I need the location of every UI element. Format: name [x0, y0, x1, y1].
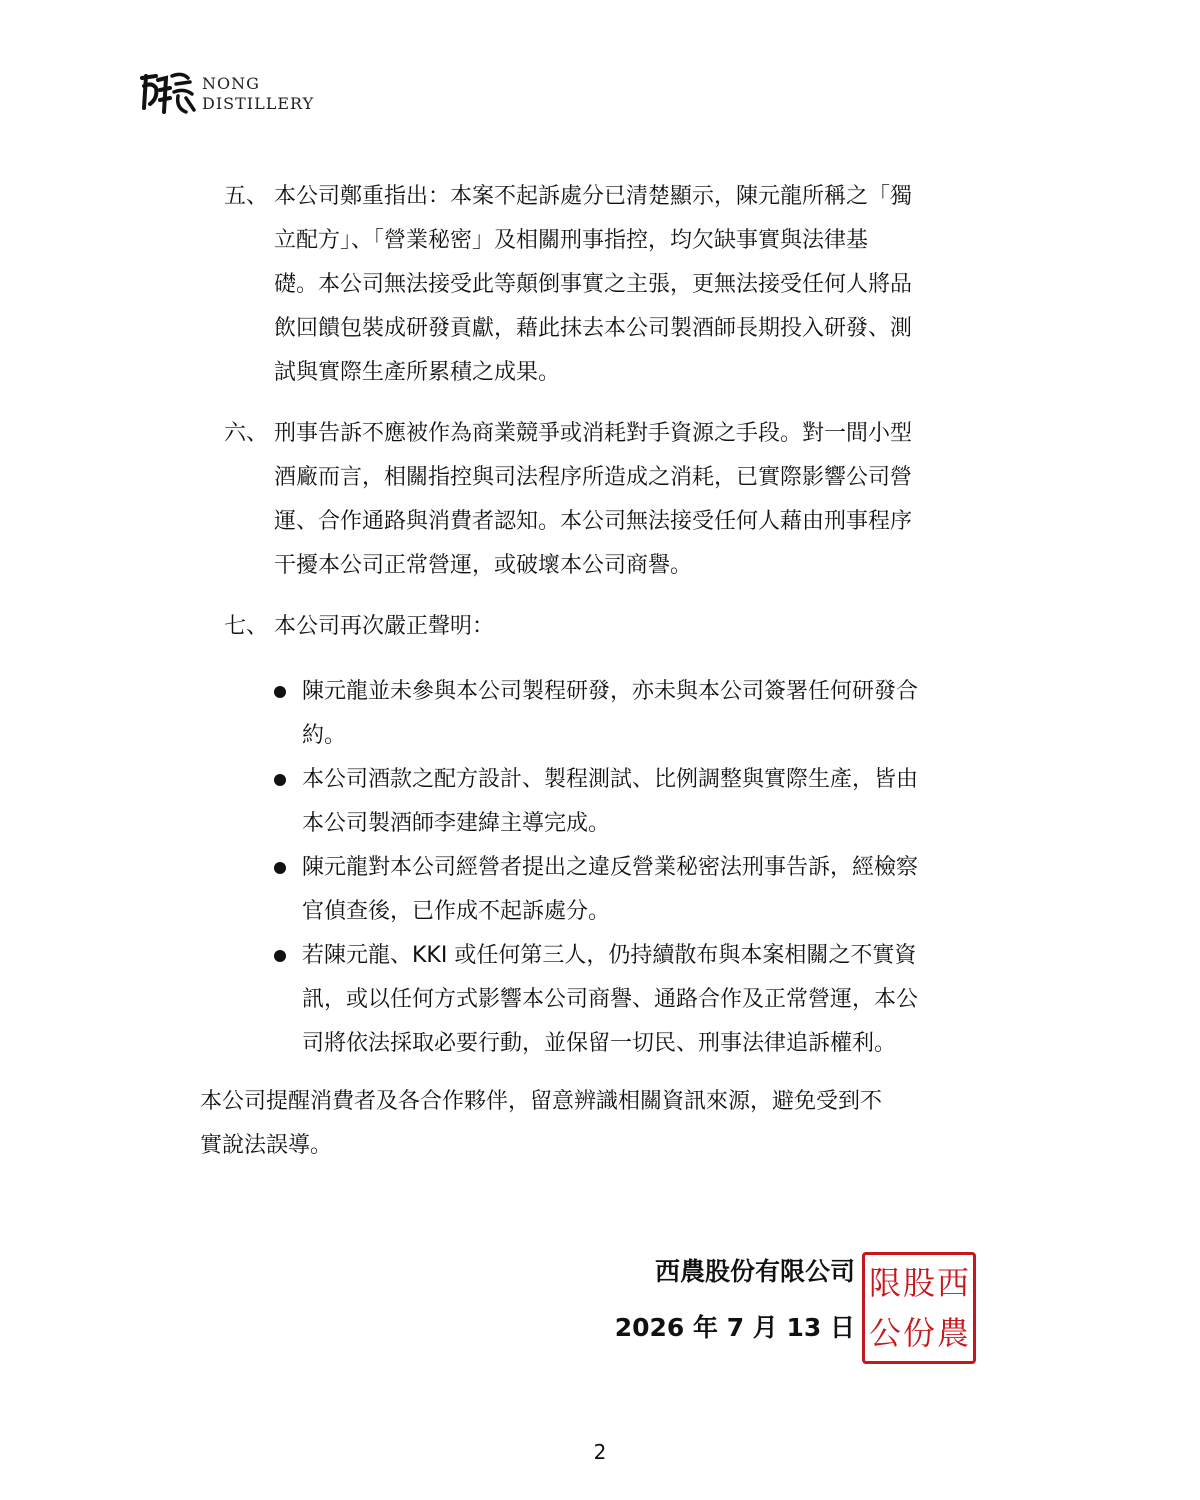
list-item-line: 若陳元龍、KKI 或任何第三人，仍持續散布與本案相關之不實資: [302, 943, 917, 968]
list-item-line: 約。: [302, 723, 347, 748]
section-number: 六、: [224, 421, 269, 446]
list-item-line: 陳元龍對本公司經營者提出之違反營業秘密法刑事告訴，經檢察: [302, 855, 919, 880]
bullet-icon: [274, 950, 286, 962]
closing-paragraph: [200, 1080, 990, 1168]
bullet-icon: [274, 774, 286, 786]
list-item-line: 本公司酒款之配方設計、製程測試、比例調整與實際生產，皆由: [302, 767, 919, 792]
section-seven: [224, 605, 1000, 649]
logo-wordmark: [202, 74, 314, 114]
seal-char: 農: [936, 1314, 969, 1352]
section-line: 立配方」、「營業秘密」及相關刑事指控，均欠缺事實與法律基: [274, 228, 869, 253]
section-line: 飲回饋包裝成研發貢獻，藉此抹去本公司製酒師長期投入研發、測: [274, 316, 913, 341]
section-line: 礎。本公司無法接受此等顛倒事實之主張，更無法接受任何人將品: [274, 272, 913, 297]
list-item: [272, 758, 1002, 846]
company-logo: [136, 68, 356, 118]
list-item: [272, 670, 1002, 758]
signature-company: 西農股份有限公司: [654, 1257, 855, 1286]
list-item-line: 訊，或以任何方式影響本公司商譽、通路合作及正常營運，本公: [302, 987, 919, 1012]
section-line: 運、合作通路與消費者認知。本公司無法接受任何人藉由刑事程序: [274, 509, 913, 534]
section-number: 七、: [224, 614, 269, 639]
section-line: 干擾本公司正常營運，或破壞本公司商譽。: [274, 553, 693, 578]
company-seal-stamp: [862, 1252, 976, 1364]
seal-char: 限: [868, 1264, 901, 1302]
bullet-icon: [274, 686, 286, 698]
section-line: 試與實際生產所累積之成果。: [274, 360, 561, 385]
seal-char: 西: [936, 1264, 969, 1302]
page-number: 2: [593, 1440, 607, 1464]
seal-char: 公: [868, 1314, 901, 1352]
signature-date: 2026 年 7 月 13 日: [614, 1313, 855, 1342]
seal-characters: [868, 1258, 970, 1358]
section-line: 酒廠而言，相關指控與司法程序所造成之消耗，已實際影響公司營: [274, 465, 913, 490]
seal-char: 份: [902, 1314, 935, 1352]
list-item-line: 陳元龍並未參與本公司製程研發，亦未與本公司簽署任何研發合: [302, 679, 919, 704]
closing-line: 本公司提醒消費者及各合作夥伴，留意辨識相關資訊來源，避免受到不: [200, 1089, 883, 1114]
section-line: 本公司再次嚴正聲明：: [274, 614, 495, 639]
section-number: 五、: [224, 184, 269, 209]
list-item-line: 本公司製酒師李建緯主導完成。: [302, 811, 611, 836]
bullet-icon: [274, 862, 286, 874]
seal-char: 股: [902, 1264, 935, 1302]
section-five: [224, 175, 1000, 395]
logo-line-2: DISTILLERY: [202, 94, 315, 113]
list-item: [272, 846, 1002, 934]
logo-line-1: NONG: [202, 74, 260, 93]
list-item-line: 官偵查後，已作成不起訴處分。: [302, 899, 611, 924]
closing-line: 實說法誤導。: [200, 1133, 333, 1158]
list-item-line: 司將依法採取必要行動，並保留一切民、刑事法律追訴權利。: [302, 1031, 897, 1056]
section-line: 刑事告訴不應被作為商業競爭或消耗對手資源之手段。對一間小型: [274, 421, 913, 446]
declaration-list: [272, 670, 1002, 1066]
section-line: 本公司鄭重指出：本案不起訴處分已清楚顯示，陳元龍所稱之「獨: [274, 184, 913, 209]
section-six: [224, 412, 1000, 588]
calligraphy-logo-icon: [136, 68, 198, 116]
list-item: [272, 934, 1002, 1066]
